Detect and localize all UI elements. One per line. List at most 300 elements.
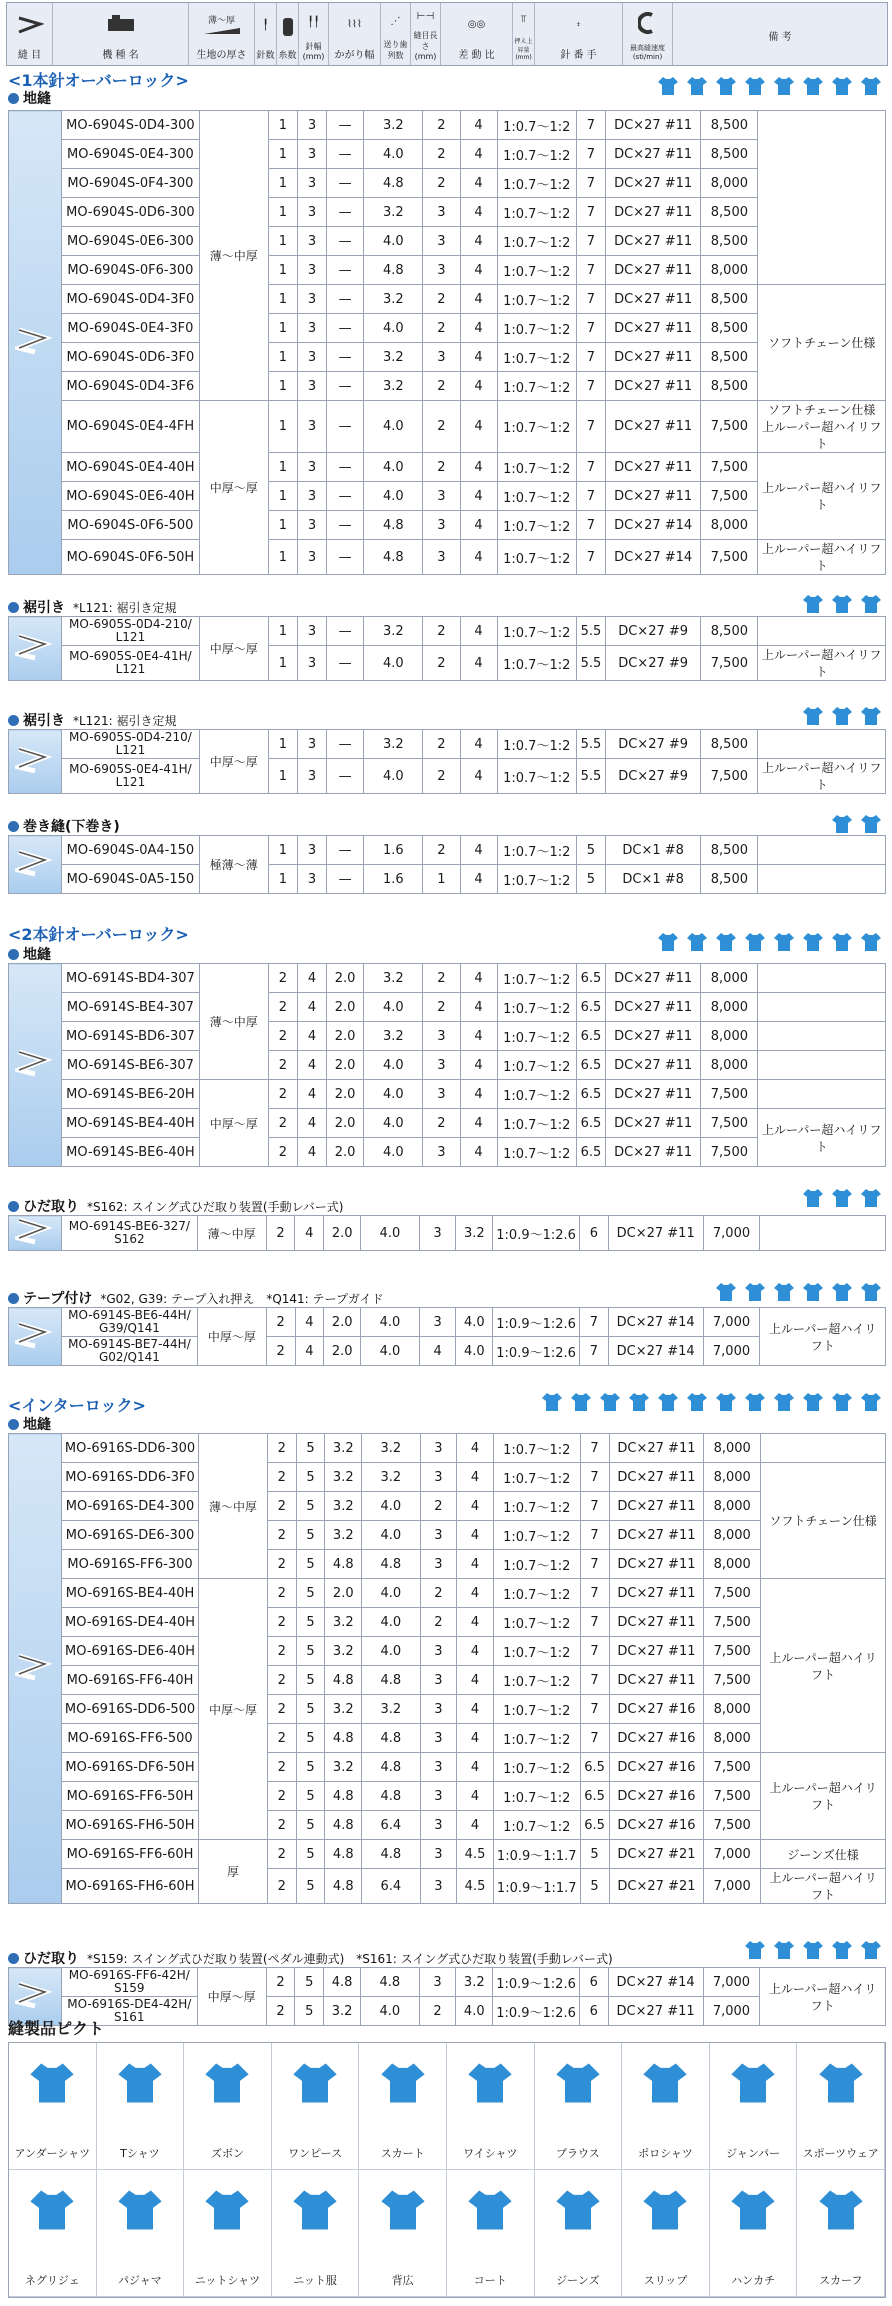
- spec-r: 3: [423, 1051, 460, 1080]
- spec-o: 4.0: [362, 1579, 420, 1608]
- garment-icon: [828, 1936, 855, 1963]
- model-name: MO-6914S-BE4-40H: [62, 1109, 199, 1138]
- spec-d: 1:0.7～1:2: [493, 1811, 580, 1840]
- model-name: MO-6904S-0A5-150: [62, 865, 199, 894]
- differential-icon: ◎◎: [467, 19, 486, 30]
- legend-label: ジャンパー: [726, 2147, 781, 2160]
- spec-nd: DC×27 #11: [609, 1521, 704, 1550]
- remarks: [758, 111, 886, 285]
- spec-n: 2: [267, 1869, 296, 1904]
- spec-t: 4: [297, 1051, 326, 1080]
- spec-nd: DC×27 #9: [605, 759, 700, 794]
- header-diff-ratio: ◎◎ 差 動 比: [441, 3, 513, 65]
- model-name: MO-6904S-0F6-300: [62, 256, 199, 285]
- remarks: 上ルーパー超ハイリフト: [758, 1109, 886, 1167]
- legend-item: [272, 2170, 360, 2297]
- spec-g: —: [327, 836, 364, 865]
- spec-g: 2.0: [327, 1109, 364, 1138]
- spec-t: 3: [297, 198, 326, 227]
- spec-g: 2.0: [324, 1337, 361, 1366]
- spec-d: 1:0.7～1:2: [493, 1463, 580, 1492]
- table-row: [9, 1608, 886, 1637]
- legend-label: ニットシャツ: [194, 2274, 261, 2287]
- bullet-icon: [8, 1953, 19, 1964]
- spec-nd: DC×27 #11: [605, 314, 700, 343]
- garment-icon: [741, 1936, 768, 1963]
- garment-icon: [26, 2057, 78, 2112]
- subsection-d: 巻き縫(下巻き): [8, 816, 128, 836]
- model-name: MO-6914S-BE7-44H/ G02/Q141: [61, 1337, 197, 1366]
- garment-icon: [857, 590, 884, 617]
- spec-table-1needle-plain: [8, 110, 886, 575]
- spec-d: 1:0.9～1:2.6: [493, 1216, 580, 1251]
- legend-label: ブラウス: [556, 2147, 600, 2160]
- garment-icon: [654, 928, 681, 955]
- spec-d: 1:0.7～1:2: [497, 372, 576, 401]
- garment-icons-i: [741, 1936, 884, 1963]
- spec-nd: DC×1 #8: [605, 836, 700, 865]
- remarks: [758, 617, 886, 646]
- spec-t: 5: [296, 1521, 325, 1550]
- spec-sp: 7,500: [701, 759, 758, 794]
- spec-sp: 8,500: [701, 111, 758, 140]
- spec-t: 3: [297, 372, 326, 401]
- legend-label: Tシャツ: [120, 2147, 160, 2160]
- header-overedge: ⌇⌇⌇ かがり幅: [329, 3, 381, 65]
- remarks: 上ルーパー超ハイリフト: [760, 1308, 886, 1366]
- thread-spool-icon: [281, 3, 295, 48]
- table-row: [9, 759, 886, 794]
- remarks: 上ルーパー超ハイリフト: [758, 759, 886, 794]
- table-row: [9, 1753, 886, 1782]
- spec-o: 3.2: [364, 372, 423, 401]
- spec-nd: DC×27 #11: [608, 1216, 703, 1251]
- spec-s: 4: [460, 453, 497, 482]
- table-row: [9, 964, 886, 993]
- spec-table-2needle-plain: [8, 963, 886, 1167]
- legend-item: [97, 2170, 185, 2297]
- spec-p: 7: [580, 1492, 609, 1521]
- spec-o: 4.0: [361, 1308, 420, 1337]
- model-name: MO-6914S-BD4-307: [62, 964, 199, 993]
- spec-p: 7: [576, 256, 605, 285]
- spec-g: —: [327, 401, 364, 453]
- garment-icon: [639, 2057, 691, 2112]
- garment-icon: [799, 1278, 826, 1305]
- spec-nd: DC×27 #11: [605, 1080, 700, 1109]
- spec-r: 3: [420, 1811, 457, 1840]
- spec-s: 4: [460, 759, 497, 794]
- spec-n: 1: [268, 759, 297, 794]
- spec-t: 3: [297, 646, 326, 681]
- spec-sp: 8,000: [701, 964, 758, 993]
- spec-d: 1:0.7～1:2: [497, 256, 576, 285]
- spec-r: 2: [420, 1492, 457, 1521]
- spec-sp: 8,000: [704, 1434, 761, 1463]
- spec-d: 1:0.7～1:2: [493, 1782, 580, 1811]
- spec-n: 2: [267, 1608, 296, 1637]
- spec-nd: DC×27 #9: [605, 646, 700, 681]
- spec-g: —: [327, 730, 364, 759]
- spec-d: 1:0.7～1:2: [493, 1434, 580, 1463]
- model-name: MO-6914S-BE6-327/ S162: [61, 1216, 197, 1251]
- spec-t: 5: [296, 1666, 325, 1695]
- spec-d: 1:0.7～1:2: [497, 511, 576, 540]
- spec-nd: DC×27 #21: [609, 1869, 704, 1904]
- spec-o: 1.6: [364, 865, 423, 894]
- model-name: MO-6905S-0E4-41H/ L121: [62, 646, 199, 681]
- spec-p: 6: [579, 1968, 608, 1997]
- spec-sp: 8,000: [701, 993, 758, 1022]
- legend-title: 縫製品ピクト: [8, 2019, 105, 2038]
- spec-d: 1:0.7～1:2: [497, 169, 576, 198]
- spec-n: 1: [268, 169, 297, 198]
- spec-g: —: [327, 453, 364, 482]
- bullet-icon: [8, 1419, 19, 1430]
- spec-nd: DC×27 #11: [609, 1579, 704, 1608]
- spec-r: 3: [423, 256, 460, 285]
- spec-o: 6.4: [362, 1869, 420, 1904]
- garment-icon: [377, 2184, 429, 2239]
- presser-foot-icon: ⫪: [520, 14, 527, 25]
- spec-o: 4.0: [362, 1521, 420, 1550]
- legend-label: パジャマ: [118, 2274, 162, 2287]
- spec-t: 3: [297, 865, 326, 894]
- spec-p: 7: [580, 1666, 609, 1695]
- garment-icon: [552, 2184, 604, 2239]
- spec-p: 7: [576, 314, 605, 343]
- spec-nd: DC×27 #11: [605, 111, 700, 140]
- spec-s: 4: [460, 836, 497, 865]
- spec-sp: 8,500: [701, 372, 758, 401]
- legend-label: アンダーシャツ: [14, 2147, 91, 2160]
- spec-r: 2: [423, 1109, 460, 1138]
- garment-icon: [114, 2184, 166, 2239]
- legend-item: [622, 2043, 710, 2170]
- garment-icon: [654, 1388, 681, 1415]
- spec-t: 5: [296, 1782, 325, 1811]
- spec-g: —: [327, 646, 364, 681]
- spec-n: 1: [268, 198, 297, 227]
- spec-nd: DC×27 #11: [609, 1492, 704, 1521]
- legend-item: [797, 2043, 885, 2170]
- remarks: 上ルーパー超ハイリフト: [761, 1753, 886, 1840]
- spec-o: 4.0: [361, 1337, 420, 1366]
- legend-item: [97, 2043, 185, 2170]
- spec-g: 2.0: [327, 1051, 364, 1080]
- spec-nd: DC×27 #11: [608, 1997, 703, 2026]
- spec-t: 5: [296, 1492, 325, 1521]
- spec-nd: DC×27 #11: [609, 1608, 704, 1637]
- spec-n: 2: [267, 1840, 296, 1869]
- spec-t: 4: [295, 1337, 324, 1366]
- spec-n: 1: [268, 140, 297, 169]
- spec-o: 4.0: [364, 482, 423, 511]
- model-name: MO-6905S-0D4-210/ L121: [62, 617, 199, 646]
- spec-r: 3: [420, 1521, 457, 1550]
- fabric-thickness: 中厚～厚: [199, 1579, 268, 1840]
- spec-n: 1: [268, 111, 297, 140]
- spec-nd: DC×27 #11: [609, 1637, 704, 1666]
- spec-r: 2: [423, 140, 460, 169]
- spec-d: 1:0.9～1:1.7: [493, 1869, 580, 1904]
- spec-n: 1: [268, 372, 297, 401]
- table-row: [9, 1521, 886, 1550]
- spec-s: 4: [457, 1579, 494, 1608]
- table-row: [9, 1080, 886, 1109]
- table-row: [9, 343, 886, 372]
- garment-icon: [712, 1278, 739, 1305]
- model-name: MO-6916S-BE4-40H: [61, 1579, 198, 1608]
- spec-s: 3.2: [456, 1216, 493, 1251]
- spec-s: 4: [460, 401, 497, 453]
- spec-s: 4: [460, 111, 497, 140]
- spec-s: 4.0: [456, 1997, 493, 2026]
- model-name: MO-6904S-0D4-3F0: [62, 285, 199, 314]
- model-name: MO-6916S-FF6-42H/ S159: [61, 1968, 197, 1997]
- table-row: [9, 256, 886, 285]
- spec-s: 4: [460, 1138, 497, 1167]
- spec-nd: DC×27 #11: [605, 198, 700, 227]
- model-name: MO-6904S-0A4-150: [62, 836, 199, 865]
- spec-o: 4.0: [364, 646, 423, 681]
- spec-sp: 8,500: [701, 285, 758, 314]
- spec-g: —: [327, 285, 364, 314]
- garment-icon: [741, 1278, 768, 1305]
- model-name: MO-6904S-0D4-300: [62, 111, 199, 140]
- garment-icon: [464, 2184, 516, 2239]
- spec-p: 7: [579, 1308, 608, 1337]
- spec-g: 4.8: [324, 1968, 361, 1997]
- model-name: MO-6904S-0E6-300: [62, 227, 199, 256]
- spec-sp: 7,000: [703, 1337, 760, 1366]
- model-name: MO-6904S-0E4-3F0: [62, 314, 199, 343]
- spec-t: 3: [297, 314, 326, 343]
- remarks: ジーンズ仕様: [761, 1840, 886, 1869]
- table-row: [9, 285, 886, 314]
- spec-s: 4.5: [457, 1840, 494, 1869]
- spec-p: 5.5: [576, 730, 605, 759]
- spec-p: 6.5: [576, 964, 605, 993]
- spec-n: 2: [268, 1080, 297, 1109]
- table-row: [9, 1492, 886, 1521]
- spec-g: 2.0: [324, 1308, 361, 1337]
- model-name: MO-6916S-DE4-40H: [61, 1608, 198, 1637]
- spec-o: 4.0: [364, 1080, 423, 1109]
- spec-sp: 8,000: [701, 169, 758, 198]
- table-row: [9, 993, 886, 1022]
- subsection-i: ひだ取り *S159: スイング式ひだ取り装置(ペダル連動式) *S161: スイング式ひだ取り装置(手動レバー式): [8, 1948, 613, 1968]
- spec-p: 6.5: [576, 993, 605, 1022]
- spec-sp: 7,500: [701, 1109, 758, 1138]
- spec-p: 6.5: [576, 1109, 605, 1138]
- table-row: [9, 1579, 886, 1608]
- model-name: MO-6916S-FH6-50H: [61, 1811, 198, 1840]
- spec-d: 1:0.7～1:2: [497, 836, 576, 865]
- spec-nd: DC×27 #16: [609, 1811, 704, 1840]
- spec-p: 5.5: [576, 646, 605, 681]
- header-presser-lift: ⫪ 押え上昇量 (mm): [513, 3, 535, 65]
- spec-sp: 7,500: [704, 1782, 761, 1811]
- garment-icon: [538, 1388, 565, 1415]
- garment-icon: [828, 810, 855, 837]
- spec-table-hemming-1: [8, 616, 886, 681]
- spec-sp: 7,500: [701, 1138, 758, 1167]
- stitch-type-icon: [9, 964, 62, 1167]
- fabric-icon: 薄～厚: [202, 3, 242, 46]
- spec-r: 2: [423, 314, 460, 343]
- spec-g: —: [327, 482, 364, 511]
- remarks: ソフトチェーン仕様: [761, 1463, 886, 1579]
- table-row: [9, 169, 886, 198]
- spec-sp: 7,500: [701, 453, 758, 482]
- spec-sp: 7,500: [701, 482, 758, 511]
- header-stitch: 縫 目: [7, 3, 53, 65]
- header-fabric: 薄～厚 生地の厚さ: [189, 3, 255, 65]
- needle-size-icon: ⍖: [575, 19, 582, 30]
- spec-s: 4: [460, 198, 497, 227]
- remarks: [758, 964, 886, 993]
- spec-g: —: [327, 865, 364, 894]
- spec-t: 4: [297, 1109, 326, 1138]
- garment-icon: [770, 72, 797, 99]
- garment-icon: [201, 2184, 253, 2239]
- fabric-thickness: 中厚～厚: [199, 617, 268, 681]
- spec-p: 7: [576, 453, 605, 482]
- spec-t: 5: [296, 1579, 325, 1608]
- spec-nd: DC×27 #11: [605, 169, 700, 198]
- spec-nd: DC×27 #14: [608, 1968, 703, 1997]
- spec-o: 3.2: [364, 343, 423, 372]
- spec-nd: DC×27 #11: [609, 1550, 704, 1579]
- garment-icon: [828, 702, 855, 729]
- garment-icon: [799, 1184, 826, 1211]
- spec-n: 1: [268, 343, 297, 372]
- remarks: [760, 1216, 886, 1251]
- spec-o: 4.0: [362, 1492, 420, 1521]
- garment-icon: [464, 2057, 516, 2112]
- spec-p: 6.5: [580, 1811, 609, 1840]
- garment-legend: [8, 2042, 886, 2298]
- spec-o: 1.6: [364, 836, 423, 865]
- spec-s: 4: [460, 227, 497, 256]
- spec-o: 3.2: [362, 1434, 420, 1463]
- spec-s: 4: [460, 540, 497, 575]
- garment-icon: [857, 1184, 884, 1211]
- fabric-thickness: 中厚～厚: [199, 1080, 268, 1167]
- spec-r: 3: [419, 1308, 456, 1337]
- subsection-h: 地縫: [8, 1414, 59, 1434]
- spec-d: 1:0.7～1:2: [493, 1637, 580, 1666]
- spec-s: 4: [460, 256, 497, 285]
- spec-g: 3.2: [325, 1521, 362, 1550]
- spec-n: 1: [268, 401, 297, 453]
- spec-r: 2: [423, 111, 460, 140]
- spec-d: 1:0.7～1:2: [497, 759, 576, 794]
- spec-g: 4.8: [325, 1840, 362, 1869]
- remarks: [761, 1434, 886, 1463]
- table-row: [9, 1637, 886, 1666]
- spec-r: 2: [420, 1579, 457, 1608]
- spec-p: 7: [580, 1608, 609, 1637]
- spec-p: 5: [580, 1840, 609, 1869]
- spec-s: 4: [460, 617, 497, 646]
- spec-sp: 8,500: [701, 140, 758, 169]
- garment-icon: [828, 1278, 855, 1305]
- spec-p: 7: [576, 401, 605, 453]
- model-name: MO-6916S-DE4-42H/ S161: [61, 1997, 197, 2026]
- spec-sp: 8,000: [704, 1724, 761, 1753]
- spec-t: 3: [297, 540, 326, 575]
- spec-p: 6.5: [576, 1138, 605, 1167]
- spec-s: 4: [460, 730, 497, 759]
- garment-icon: [828, 1184, 855, 1211]
- garment-icon: [828, 928, 855, 955]
- model-name: MO-6904S-0E4-300: [62, 140, 199, 169]
- spec-s: 4: [460, 482, 497, 511]
- spec-n: 2: [267, 1463, 296, 1492]
- remarks: [758, 993, 886, 1022]
- spec-d: 1:0.7～1:2: [497, 453, 576, 482]
- spec-o: 4.0: [364, 759, 423, 794]
- model-name: MO-6914S-BE6-40H: [62, 1138, 199, 1167]
- subsection-a: 地縫: [8, 88, 59, 108]
- spec-table-tape: [8, 1307, 886, 1366]
- spec-o: 3.2: [364, 964, 423, 993]
- spec-d: 1:0.7～1:2: [497, 343, 576, 372]
- spec-s: 4: [460, 372, 497, 401]
- spec-nd: DC×27 #14: [608, 1337, 703, 1366]
- legend-item: [359, 2170, 447, 2297]
- spec-p: 7: [576, 343, 605, 372]
- legend-label: コート: [473, 2274, 507, 2287]
- spec-d: 1:0.7～1:2: [497, 198, 576, 227]
- spec-g: 3.2: [325, 1695, 362, 1724]
- spec-r: 3: [420, 1695, 457, 1724]
- spec-r: 3: [420, 1666, 457, 1695]
- bullet-icon: [8, 1201, 19, 1212]
- spec-sp: 7,500: [701, 540, 758, 575]
- spec-o: 3.2: [364, 198, 423, 227]
- spec-p: 7: [576, 372, 605, 401]
- spec-p: 7: [580, 1434, 609, 1463]
- spec-p: 6: [579, 1216, 608, 1251]
- spec-n: 1: [268, 646, 297, 681]
- remarks: [758, 1051, 886, 1080]
- model-name: MO-6914S-BE6-20H: [62, 1080, 199, 1109]
- spec-p: 6.5: [580, 1782, 609, 1811]
- spec-t: 5: [296, 1550, 325, 1579]
- model-name: MO-6916S-FF6-500: [61, 1724, 198, 1753]
- spec-t: 4: [297, 964, 326, 993]
- needle-icon: ╿: [262, 20, 269, 31]
- spec-g: 3.2: [325, 1608, 362, 1637]
- spec-d: 1:0.7～1:2: [497, 1080, 576, 1109]
- table-row: [9, 372, 886, 401]
- spec-nd: DC×27 #11: [605, 1051, 700, 1080]
- garment-icon: [596, 1388, 623, 1415]
- spec-r: 3: [420, 1434, 457, 1463]
- spec-r: 2: [423, 372, 460, 401]
- spec-o: 4.0: [364, 314, 423, 343]
- spec-g: —: [327, 314, 364, 343]
- spec-g: —: [327, 111, 364, 140]
- fabric-thickness: 薄～中厚: [197, 1216, 266, 1251]
- spec-nd: DC×27 #11: [605, 256, 700, 285]
- spec-n: 2: [268, 1022, 297, 1051]
- spec-s: 4: [457, 1492, 494, 1521]
- model-name: MO-6916S-DF6-50H: [61, 1753, 198, 1782]
